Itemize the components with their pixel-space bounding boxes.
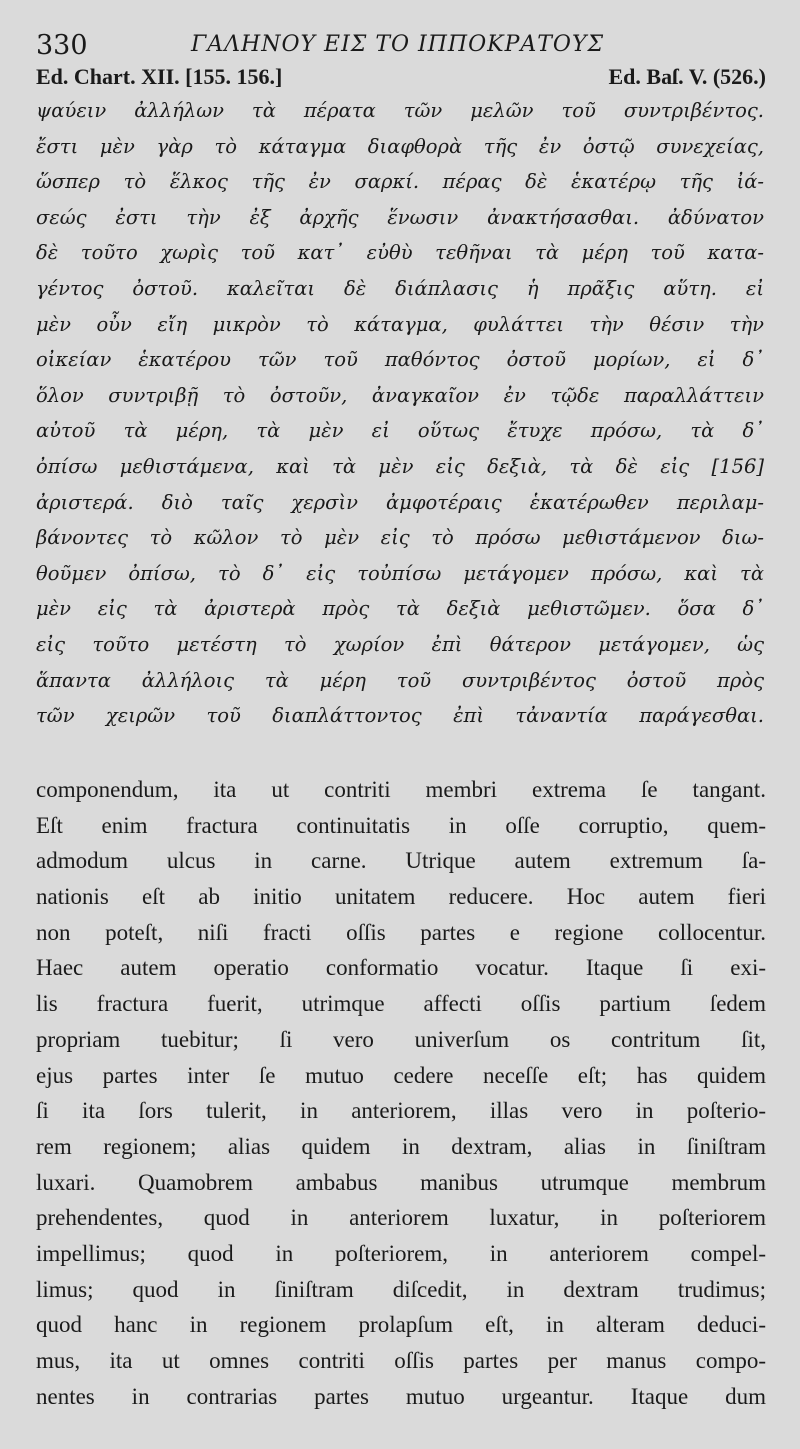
latin-line: admodum ulcus in carne. Utrique autem extremum ſa- <box>36 848 766 874</box>
latin-line: quod hanc in regionem prolapſum eſt, in alteram deduci- <box>36 1312 766 1338</box>
greek-line: γέντος ὀστοῦ. καλεῖται δὲ διάπλασις ἡ πρᾶξις αὕτη. εἰ <box>36 276 764 300</box>
latin-line: luxari. Quamobrem ambabus manibus utrumque membrum <box>36 1169 766 1195</box>
greek-line: δὲ τοῦτο χωρὶς τοῦ κατ᾽ εὐθὺ τεθῆναι τὰ μέρη τοῦ κατα- <box>36 241 764 265</box>
greek-text-block <box>36 93 764 734</box>
greek-line: ὥσπερ τὸ ἕλκος τῆς ἐν σαρκί. πέρας δὲ ἑκατέρῳ τῆς ἰά- <box>36 170 764 194</box>
edition-references <box>36 64 766 92</box>
latin-line: non poteſt, niſi fracti oſſis partes e regione collocentur. <box>36 919 766 945</box>
greek-line: βάνοντες τὸ κῶλον τὸ μὲν εἰς τὸ πρόσω μεθιστάμενον διω- <box>36 526 764 550</box>
page-number: 330 <box>36 30 88 61</box>
edition-chartier: Ed. Chart. XII. [155. 156.] <box>36 64 283 89</box>
latin-line: mus, ita ut omnes contriti oſſis partes per manus compo- <box>36 1348 766 1373</box>
latin-line: prehendentes, quod in anteriorem luxatur, in poſteriorem <box>36 1205 766 1231</box>
latin-line: Eſt enim fractura continuitatis in oſſe corruptio, quem- <box>36 812 766 838</box>
greek-line: εἰς τοῦτο μετέστη τὸ χωρίον ἐπὶ θάτερον μετάγομεν, ὡς <box>36 632 764 656</box>
greek-line: ἅπαντα ἀλλήλοις τὰ μέρη τοῦ συντριβέντος ὀστοῦ πρὸς <box>36 668 764 692</box>
latin-line: ſi ita ſors tulerit, in anteriorem, illas vero in poſterio- <box>36 1098 766 1124</box>
latin-line: rem regionem; alias quidem in dextram, alias in ſiniſtram <box>36 1133 766 1159</box>
latin-line: nationis eſt ab initio unitatem reducere. Hoc autem fieri <box>36 884 766 910</box>
greek-line: ψαύειν ἀλλήλων τὰ πέρατα τῶν μελῶν τοῦ συντριβέντος. <box>36 99 764 122</box>
latin-line: componendum, ita ut contriti membri extrema ſe tangant. <box>36 777 766 802</box>
greek-line: θοῦμεν ὀπίσω, τὸ δ᾽ εἰς τοὐπίσω μετάγομεν πρόσω, καὶ τὰ <box>36 561 764 585</box>
greek-line: ὀπίσω μεθιστάμενα, καὶ τὰ μὲν εἰς δεξιὰ, τὰ δὲ εἰς [156] <box>36 454 764 478</box>
greek-line: αὐτοῦ τὰ μέρη, τὰ μὲν εἰ οὕτως ἔτυχε πρόσω, τὰ δ᾽ <box>36 419 764 443</box>
greek-line: οἰκείαν ἑκατέρου τῶν τοῦ παθόντος ὀστοῦ μορίων, εἰ δ᾽ <box>36 348 764 372</box>
latin-line: impellimus; quod in poſteriorem, in anteriorem compel- <box>36 1240 766 1266</box>
latin-line: limus; quod in ſiniſtram diſcedit, in dextram trudimus; <box>36 1276 766 1302</box>
edition-basel: Ed. Baſ. V. (526.) <box>608 64 766 89</box>
latin-line: Haec autem operatio conformatio vocatur. Itaque ſi exi- <box>36 955 766 981</box>
greek-line: τῶν χειρῶν τοῦ διαπλάττοντος ἐπὶ τἀναντία παράγεσθαι. <box>36 704 764 728</box>
greek-line: ἀριστερά. διὸ ταῖς χερσὶν ἀμφοτέραις ἑκατέρωθεν περιλαμ- <box>36 490 764 514</box>
latin-line: lis fractura fuerit, utrimque affecti oſſis partium ſedem <box>36 991 766 1017</box>
latin-line: nentes in contrarias partes mutuo urgeantur. Itaque dum <box>36 1383 766 1409</box>
latin-line: propriam tuebitur; ſi vero univerſum os contritum ſit, <box>36 1026 766 1052</box>
greek-line: μὲν οὖν εἴη μικρὸν τὸ κάταγμα, φυλάττει τὴν θέσιν τὴν <box>36 312 764 336</box>
latin-text-block <box>36 772 766 1414</box>
greek-line: ἔστι μὲν γὰρ τὸ κάταγμα διαφθορὰ τῆς ἐν ὀστῷ συνεχείας, <box>36 134 764 158</box>
greek-line: σεώς ἐστι τὴν ἐξ ἀρχῆς ἕνωσιν ἀνακτήσασθαι. ἀδύνατον <box>36 205 764 229</box>
greek-line: ὅλον συντριβῇ τὸ ὀστοῦν, ἀναγκαῖον ἐν τῷδε παραλλάττειν <box>36 383 764 407</box>
page-header <box>36 30 766 62</box>
latin-line: ejus partes inter ſe mutuo cedere neceſſe eſt; has quidem <box>36 1062 766 1088</box>
greek-line: μὲν εἰς τὰ ἀριστερὰ πρὸς τὰ δεξιὰ μεθιστῶμεν. ὅσα δ᾽ <box>36 597 764 621</box>
running-title: ΓΑΛΗΝΟΥ ΕΙΣ ΤΟ ΙΠΠΟΚΡΑΤΟΥΣ <box>191 32 605 57</box>
